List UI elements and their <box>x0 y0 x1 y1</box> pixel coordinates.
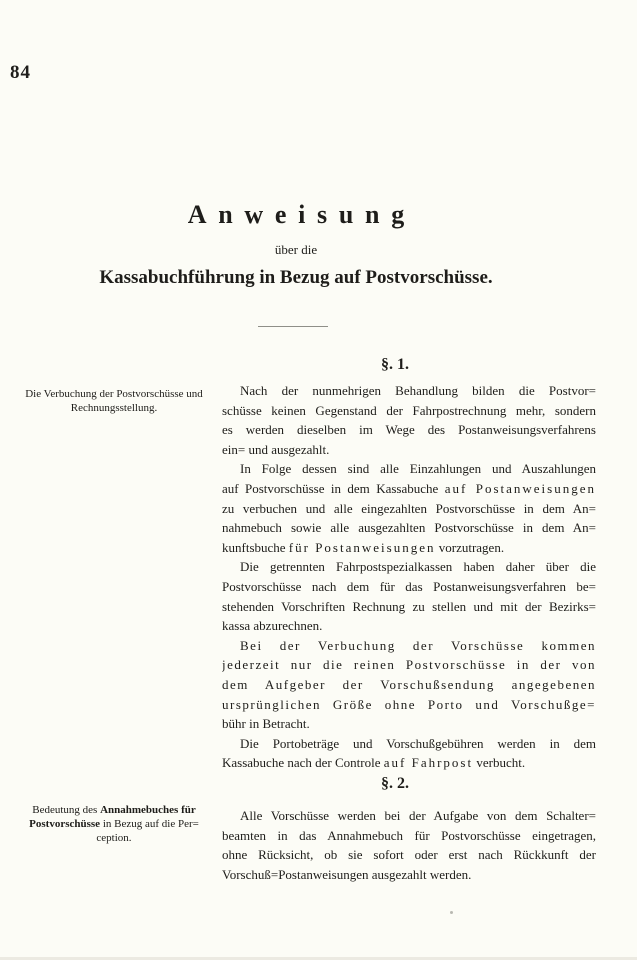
text-line: ein= und ausgezahlt. <box>222 441 330 457</box>
text-line: Die getrennten Fahrpostspezialkassen haben daher über die <box>240 559 596 575</box>
text-line: Nach der nunmehrigen Behandlung bilden die Postvor= <box>240 383 596 398</box>
text-segment-bold: Postvorschüsse <box>29 818 101 830</box>
text-line: Bei der Verbuchung der Vorschüsse kommen <box>240 637 596 653</box>
document-title: Anweisung <box>187 200 416 229</box>
text-line: Die Portobeträge und Vorschußgebühren werden in dem <box>240 735 596 751</box>
paragraph-6 <box>222 806 596 884</box>
text-line: kassa abzurechnen. <box>222 618 323 634</box>
document-subtitle: über die <box>274 242 318 257</box>
text-line <box>222 538 596 558</box>
divider-rule <box>258 326 328 327</box>
text-segment-emphasis: für Postanweisungen <box>288 539 436 555</box>
text-segment: ception. <box>96 832 132 844</box>
text-segment: in Bezug auf die Per= <box>102 818 199 830</box>
margin-note-line: Rechnungsstellung. <box>70 402 158 414</box>
text-line: stehenden Vorschriften Rechnung zu stellen und mit der Bezirks= <box>222 598 596 614</box>
text-segment: kunftsbuche <box>222 539 286 555</box>
text-segment-emphasis: auf Fahrpost <box>383 755 474 771</box>
text-segment-bold: Annahmebuches für <box>100 804 196 816</box>
page-number: 84 <box>10 62 31 83</box>
document-subject: Kassabuchführung in Bezug auf Postvorschüsse. <box>99 267 493 288</box>
paragraph-2 <box>222 459 596 557</box>
text-line: dem Aufgeber der Vorschußsendung angegebenen <box>222 676 596 692</box>
text-segment: Kassabuche nach der Controle <box>222 755 381 771</box>
text-line: In Folge dessen sind alle Einzahlungen und Auszahlungen <box>240 461 596 477</box>
heading-block <box>0 200 592 289</box>
text-line: es werden dieselben im Wege des Postanweisungsverfahrens <box>222 422 596 438</box>
text-line: Postvorschüsse nach dem für das Postanweisungsverfahren be= <box>222 578 596 594</box>
margin-note-2 <box>6 803 222 845</box>
paragraph-3 <box>222 557 596 635</box>
text-segment-emphasis: auf Postanweisungen <box>444 480 596 496</box>
paragraph-5 <box>222 734 596 773</box>
text-line: ohne Rücksicht, ob sie sofort oder erst nach Rückkunft der <box>222 847 596 863</box>
section-2-body <box>222 806 596 884</box>
paragraph-1 <box>222 381 596 459</box>
margin-note-line: Die Verbuchung der Postvorschüsse und <box>25 388 203 400</box>
text-line: jederzeit nur die reinen Postvorschüsse in der von <box>222 657 596 673</box>
section-2-heading: §. 2. <box>381 775 409 792</box>
section-1-heading: §. 1. <box>381 356 409 373</box>
text-line: nahmebuch sowie alle ausgezahlten Postvorschüsse in dem An= <box>222 520 596 536</box>
text-segment: auf Postvorschüsse in dem Kassabuche <box>222 480 439 496</box>
margin-note-1 <box>6 387 222 415</box>
text-segment: Bedeutung des <box>32 804 98 816</box>
text-line: bühr in Betracht. <box>222 716 310 732</box>
text-line: zu verbuchen und alle eingezahlten Postvorschüsse in dem An= <box>222 500 596 516</box>
paragraph-4 <box>222 636 596 734</box>
text-line: schüsse keinen Gegenstand der Fahrpostrechnung mehr, sondern <box>222 402 596 418</box>
text-line <box>222 753 596 773</box>
text-segment: vorzutragen. <box>438 539 505 555</box>
text-line: Vorschuß=Postanweisungen ausgezahlt werden. <box>222 866 472 882</box>
text-line <box>222 479 596 499</box>
section-1-body <box>222 381 596 773</box>
text-line: Alle Vorschüsse werden bei der Aufgabe von dem Schalter= <box>240 808 596 823</box>
text-segment: verbucht. <box>476 755 526 771</box>
text-line: ursprünglichen Größe ohne Porto und Vorschußge= <box>222 696 596 712</box>
text-line: beamten in das Annahmebuch für Postvorschüsse eingetragen, <box>222 827 596 843</box>
scan-speck <box>450 911 453 914</box>
